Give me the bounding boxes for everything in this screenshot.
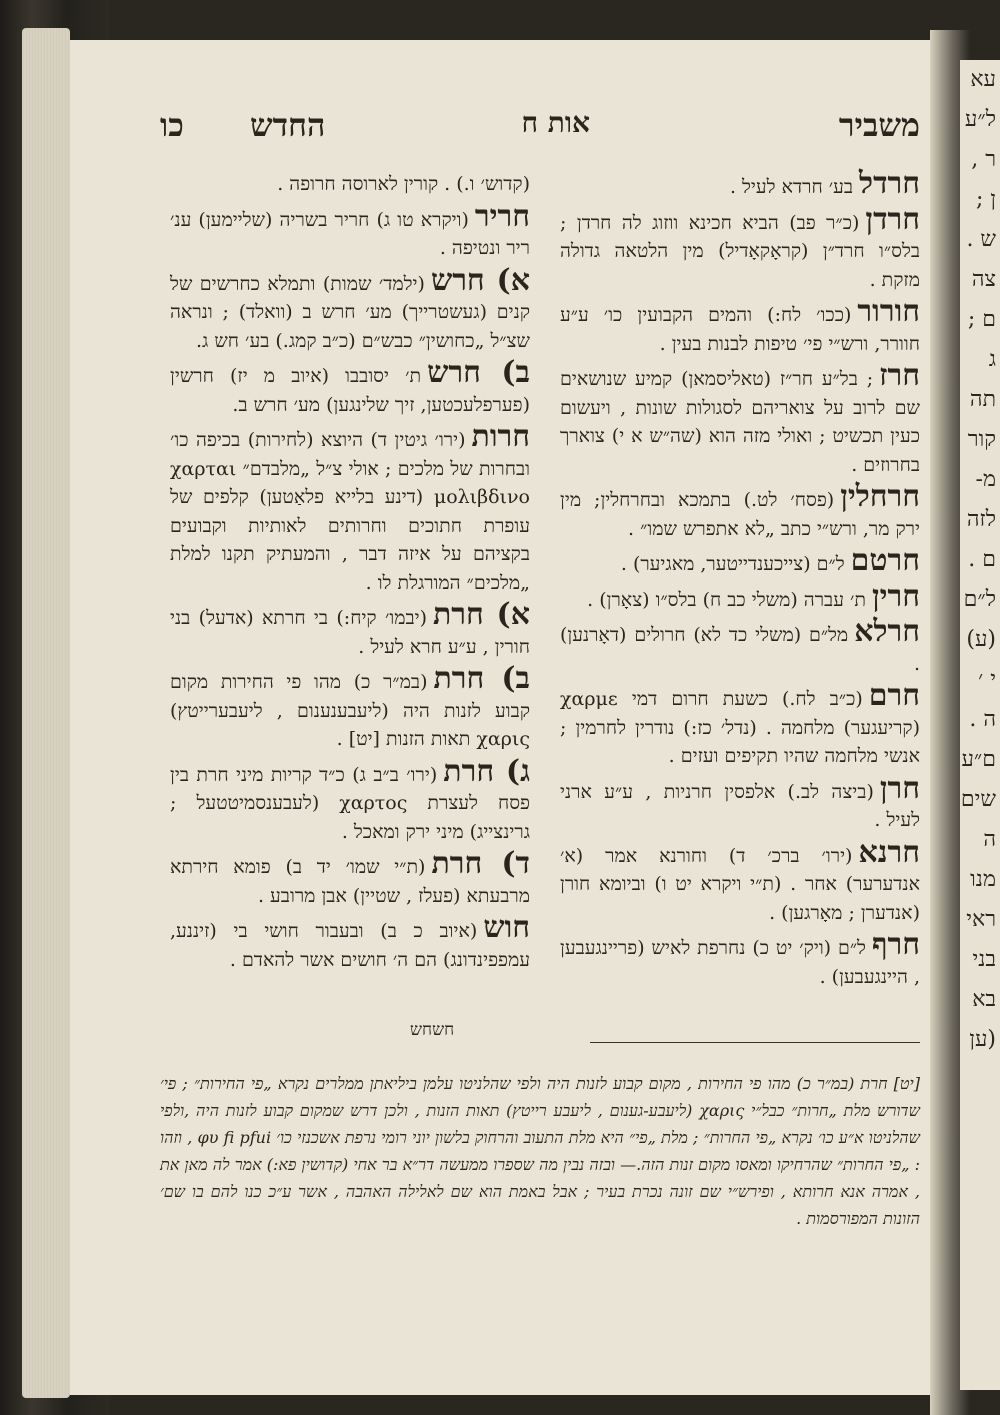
footnote-rule (590, 1042, 920, 1043)
next-page-line: י ׳ (978, 667, 996, 692)
entry-headword: ד) חרת (431, 846, 530, 881)
dictionary-entry (170, 262, 530, 356)
entry-text: ת׳ יסובבו (איוב מ יז) חרשין (פערפלעכטען, זיך שלינגען) מע׳ חרש ב. (170, 365, 530, 416)
dictionary-entry (170, 419, 530, 597)
entry-headword: חרחלין (840, 479, 920, 514)
header-title-right: משביר (838, 106, 920, 144)
entry-headword: חרטם (850, 543, 920, 578)
entry-headword: חרף (871, 927, 920, 962)
next-page-line: בא (972, 987, 996, 1012)
next-page-line: מנו (970, 867, 996, 892)
next-page-line: מ- (975, 467, 996, 492)
entry-text: (ככו׳ לח:) והמים הקבועין כו׳ ע״ע חוורר, ורש״י פי׳ טיפות לבנות בעין . (560, 304, 920, 355)
next-page-line: ראי (966, 907, 996, 932)
dictionary-entry (170, 846, 530, 910)
entry-headword: א) חרש (430, 262, 530, 298)
next-page-line: קור (967, 427, 996, 452)
header-letter: אות ח (521, 106, 590, 139)
entry-text: (כ״ב לח.) כשעת חרום דמי χαρμε (קריעגער) מלחמה . (נדל׳ כז:) נודרין לחרמין ; אנשי מלחמה שהיו תקיפים ועזים . (560, 688, 920, 767)
next-page-line: ם . (968, 547, 996, 572)
entry-text: (כ״ר פב) הביא חכינא ווזוג לה חרדן ; בלס״ו חרד״ן (קראָקאָדיל) מין הלטאה גדולה מזקת . (560, 211, 920, 291)
dictionary-entry (560, 294, 920, 358)
catchword: חשחש (410, 1020, 455, 1040)
next-page-line: ה (983, 827, 996, 852)
entry-headword: חרדן (865, 201, 920, 237)
entry-text: (ויקרא טו ג) חריר בשריה (שליימען) ענ׳ ריר ונטיפה . (170, 208, 530, 259)
entry-text: (ילמד׳ שמות) ותמלא כחרשים של קנים (געשטרייך) מע׳ חרש ב (וואלד) ; ונראה שצ״ל „כחושין״ כבש״ם (כ״ב קמג.) בע׳ חש ג. (170, 272, 530, 352)
next-page-line: (ען (969, 1027, 996, 1052)
entry-headword: חרז (879, 358, 920, 393)
entry-text: ת׳ עברה (משלי כב ח) בלס״ו (צאָרן) . (587, 588, 866, 611)
header-title-left: החדש (250, 106, 326, 144)
entry-headword: חרות (471, 419, 530, 454)
next-page-line: ר , (971, 147, 996, 172)
dictionary-entry (170, 661, 530, 754)
dictionary-entry (560, 927, 920, 991)
left-column (170, 170, 530, 978)
entry-text: (ביצה לב.) אלפסין חרניות , ע״ע ארני לעיל . (560, 780, 920, 831)
entry-headword: ג) חרת (443, 753, 530, 789)
entry-text: ל״ם (ויק׳ יט כ) נחרפת לאיש (פריינגעבען , היינגעבען) . (560, 937, 920, 988)
next-page-line: ל״ם (963, 587, 996, 612)
dictionary-entry (560, 543, 920, 579)
dictionary-entry (560, 166, 920, 202)
page-number: כו (160, 106, 184, 144)
entry-text: (איוב כ ב) ובעבור חושי בי (זיננע, עמפפינדונג) הם ה׳ חושים אשר להאדם . (170, 920, 530, 971)
next-page-line: ל״ע (964, 107, 996, 132)
dictionary-entry (560, 358, 920, 479)
next-page-line: ם״ע (961, 747, 996, 772)
next-page-line: עא (970, 67, 996, 92)
entry-headword: ב) חרש (427, 355, 531, 390)
next-page-line: לזה (966, 507, 996, 532)
entry-headword: חריר (474, 198, 530, 234)
next-page-line: ם ; (967, 307, 996, 332)
next-page-line: ה . (969, 707, 996, 732)
entry-text: (קדוש׳ ו.) . קורין לארוסה חרופה . (277, 173, 530, 195)
entry-text: ל״ם (צייכענדייטער, מאגיער) . (620, 553, 845, 575)
entry-headword: חרנא (858, 834, 920, 870)
entry-text: מל״ם (משלי כד לא) חרולים (דאָרנען) . (560, 624, 920, 675)
entry-text: (ת״י שמו׳ יד ב) פומא חירתא מרבעתא (פעלז , שטיין) אבן מרובע . (170, 856, 530, 907)
next-page-line: שים (960, 787, 996, 812)
dictionary-entry (170, 597, 531, 661)
running-header (160, 100, 920, 150)
dictionary-entry (560, 578, 920, 615)
entry-text: (במ״ר כ) מהו פי החירות מקום קבוע לזנות היה (ליעבענענום , ליעבערייטץ) χαρις תאות הזנות [יט] . (170, 671, 530, 750)
entry-headword: חרין (871, 578, 920, 614)
footnote: [יט] חרת (במ״ר כ) מהו פי החירות , מקום קבוע לזנות היה ולפי שהלניטו עלמן ביליאתן ממלרים נקרא „פי החירות״ ; פי׳ שדורש מלת „חרות״ כבל״י χαρις (ליעבע-גענום , ליעבע רייטץ) תאות הזנות , ולכן דרש שמקום קבוע לזנות היה ,ולפי שהלניטו א״ע כו׳ נקרא „פי החרות״ ; מלת „פי״ היא מלת התעוב והרחוק בלשון יוני רומי נרפת אשכנזי כו׳ φυ fi pfui , וזהו : „פי החרות״ שהרחיקו ומאסו מקום זנות הזה.— ובזה נבין מה שספרו ממעשה דר״א בר אחי (קדושין פא:) אמר לה מאן את , אמרה אנא חרותא , ופירש״י שם זונה נכרת בעיר ; אבל באמת הוא שם לאלילה האהבה , אשר ע״כ כנו להם בו שם׳ הזונות המפורסמות . (160, 1074, 921, 1228)
dictionary-entry (560, 834, 920, 928)
entry-text: בע׳ חרדא לעיל . (729, 176, 854, 198)
entry-text: ; בל״ע חר״ז (טאליסמאן) קמיע שנושאים שם לרוב על צואריהם לסגולות שונות , ויעשום כעין תכשיט ; ואולי מזה הוא (שה״ש א י) צוארך בחרוזים . (560, 368, 920, 476)
entry-headword: חרם (868, 678, 920, 713)
dictionary-entry (170, 753, 530, 847)
entry-text: (ירו׳ ברכ׳ ד) וחורנא אמר (א׳ אנדערער) אחר . (ת״י ויקרא יט ו) וביומא חורן (אנדערן ; מאָרגען) . (560, 844, 920, 924)
next-page-line: בני (972, 947, 996, 972)
next-page-line: ש . (966, 227, 996, 252)
entry-text: (יבמו׳ קיח:) בי חרתא (אדעל) בני חורין , ע״ע חרא לעיל . (170, 607, 530, 658)
page-edges (22, 28, 70, 1398)
next-page-line: ג (988, 347, 996, 372)
entry-headword: חורור (857, 294, 920, 329)
dictionary-entry (560, 614, 920, 678)
entry-text: (ירו׳ גיטין ד) היוצא (לחירות) בכיפה כו׳ ובחרות של מלכים ; אולי צ״ל „מלבדם״ χαρται μολιβδινο (דינע בלייא פלאַטען) קלפים של עופרת חתוכים וחרותים לאותיות וקבועים בקציהם על איזה דבר , והמעתיק תקנו למלת „מלכים״ המורגלת לו . (170, 429, 530, 594)
entry-headword: א) חרת (433, 597, 531, 632)
dictionary-entry (170, 198, 530, 263)
page-content (160, 100, 920, 1380)
entry-text: (פסח׳ לט.) בתמכא ובחרחלין; מין ירק מר, ורש״י כתב „לא אתפרש שמו״ . (560, 489, 920, 540)
next-page-fragment (960, 60, 1000, 1390)
dictionary-entry (560, 678, 920, 771)
dictionary-entry (170, 355, 531, 419)
entry-headword: חרן (879, 770, 920, 806)
dictionary-entry (170, 170, 530, 199)
next-page-line: (ע) (966, 627, 996, 652)
dictionary-entry (170, 910, 530, 974)
right-column (560, 166, 920, 995)
dictionary-entry (560, 479, 920, 543)
next-page-line: צה (971, 267, 996, 292)
entry-headword: ב) חרת (433, 661, 530, 696)
next-page-line: תה (969, 387, 996, 412)
entry-headword: חוש (483, 910, 530, 945)
entry-text: (ירו׳ ב״ב ג) כ״ד קריות מיני חרת בין פסח לעצרת χαρτος (לעבענסמיטטעל ; גרינצייג) מיני ירק ומאכל . (170, 763, 530, 843)
entry-headword: חרדל (859, 166, 920, 201)
dictionary-entry (560, 770, 920, 835)
dictionary-entry (560, 201, 920, 295)
entry-headword: חרלא (854, 614, 920, 649)
next-page-line: ן ; (975, 187, 996, 212)
